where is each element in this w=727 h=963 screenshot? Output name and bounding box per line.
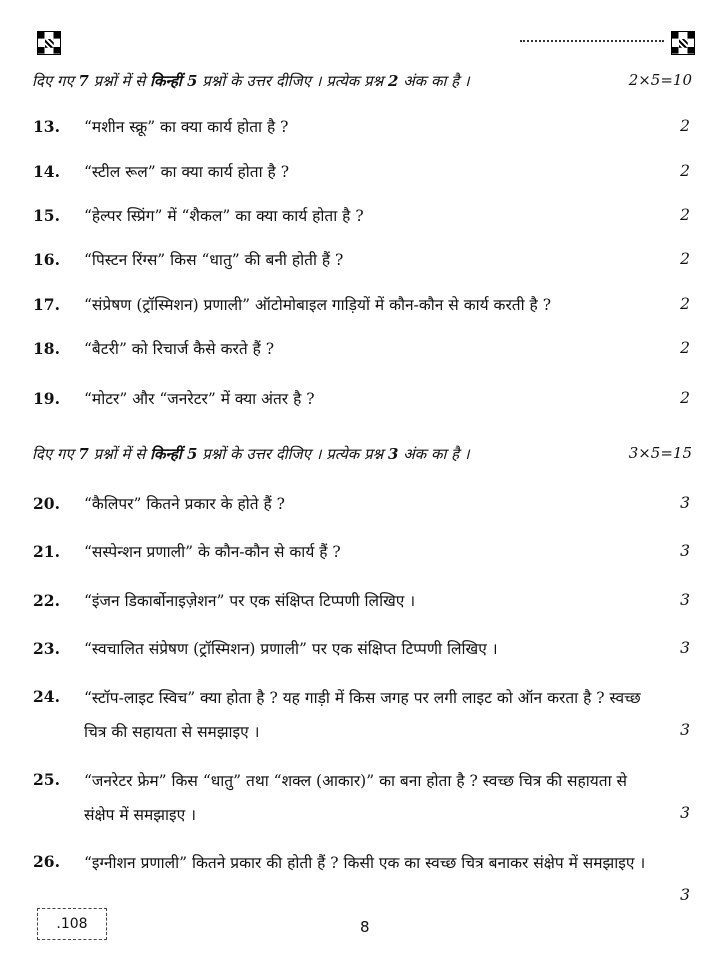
header-dotted-rule: [520, 40, 664, 42]
section-total-marks-1: 2×5=10: [628, 71, 692, 89]
paper-code-box: [37, 908, 107, 940]
qr-code-right: [671, 31, 695, 55]
section-total-marks-2: 3×5=15: [628, 444, 692, 462]
page-number: 8: [360, 918, 370, 936]
paper-code: .108: [56, 916, 88, 932]
qr-code-left: [37, 31, 61, 55]
